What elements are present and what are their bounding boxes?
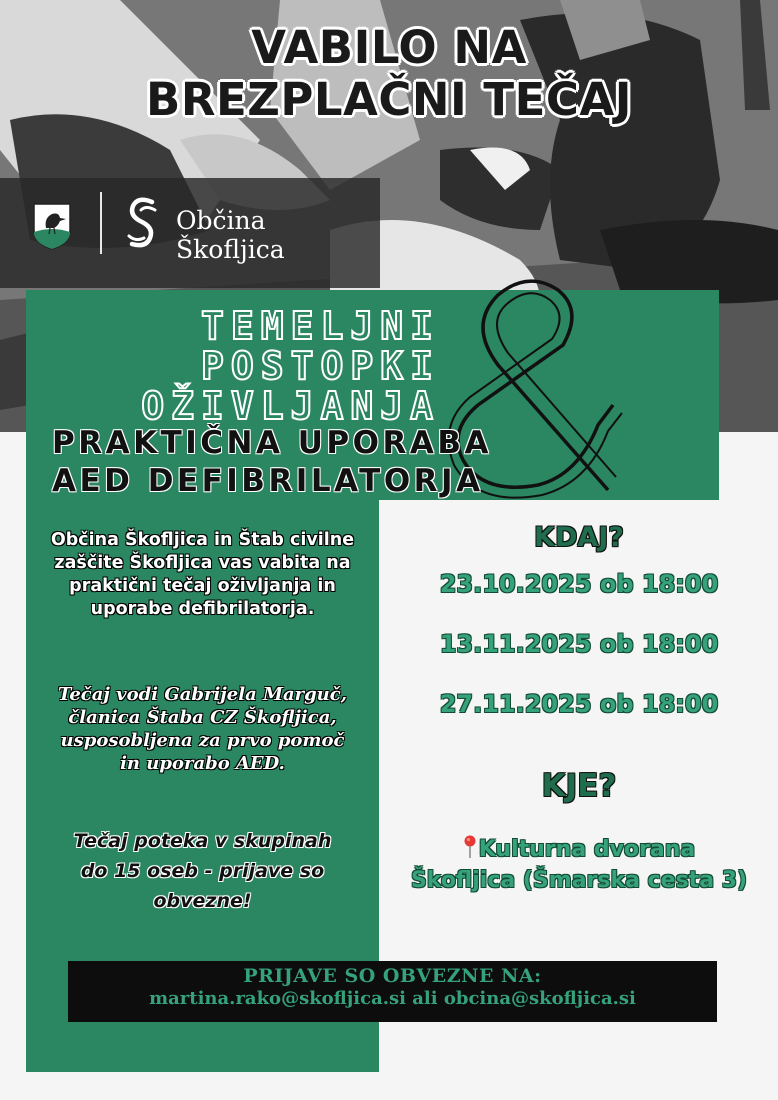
where-heading: KJE? xyxy=(541,768,617,804)
course-subtitle-line-1: PRAKTIČNA UPORABA xyxy=(52,425,492,461)
registration-bar xyxy=(68,961,717,1022)
logo-divider xyxy=(100,192,102,254)
headline-line-1: VABILO NA xyxy=(251,21,527,74)
intro-line: praktični tečaj oživljanja in xyxy=(69,576,336,596)
instructor-line: usposobljena za prvo pomoč xyxy=(60,730,345,751)
course-title-outline xyxy=(0,306,440,426)
location xyxy=(380,834,778,896)
date-2: 13.11.2025 ob 18:00 xyxy=(439,630,719,658)
group-line: Tečaj poteka v skupinah xyxy=(73,830,332,852)
logo-band xyxy=(0,178,380,288)
location-line-2: Škofljica (Šmarska cesta 3) xyxy=(410,868,748,893)
intro-line: zaščite Škofljica vas vabita na xyxy=(54,553,351,573)
headline-line-2: BREZPLAČNI TEČAJ xyxy=(146,73,632,126)
course-subtitle xyxy=(52,424,532,500)
location-name: Kulturna dvorana xyxy=(478,837,696,862)
course-title-line-2: POSTOPKI xyxy=(200,344,440,388)
stork-crest-icon xyxy=(32,202,72,250)
headline xyxy=(0,22,778,126)
course-subtitle-line-2: AED DEFIBRILATORJA xyxy=(52,463,484,499)
intro-line: Občina Škofljica in Štab civilne xyxy=(50,530,355,550)
instructor-line: Tečaj vodi Gabrijela Marguč, xyxy=(58,684,347,705)
intro-text xyxy=(26,529,379,621)
course-title-line-1: TEMELJNI xyxy=(200,304,440,348)
group-size-text xyxy=(26,826,379,916)
group-line: do 15 oseb - prijave so xyxy=(80,860,325,882)
map-pin-icon xyxy=(463,835,477,859)
date-1: 23.10.2025 ob 18:00 xyxy=(439,570,719,598)
date-3: 27.11.2025 ob 18:00 xyxy=(439,690,719,718)
group-line: obvezne! xyxy=(153,890,252,912)
municipality-name: Občina Škofljica xyxy=(176,206,285,264)
course-title-line-3: OŽIVLJANJA xyxy=(141,384,440,428)
instructor-line: in uporabo AED. xyxy=(120,753,285,774)
intro-line: uporabe defibrilatorja. xyxy=(90,599,315,619)
s-mark-icon xyxy=(124,196,160,250)
location-line-1 xyxy=(380,834,778,865)
instructor-text xyxy=(26,683,379,775)
when-heading: KDAJ? xyxy=(534,522,624,553)
registration-emails[interactable]: martina.rako@skofljica.si ali obcina@skofljica.si xyxy=(149,988,636,1009)
registration-label: PRIJAVE SO OBVEZNE NA: xyxy=(243,965,542,987)
instructor-line: članica Štaba CZ Škofljica, xyxy=(68,707,337,728)
